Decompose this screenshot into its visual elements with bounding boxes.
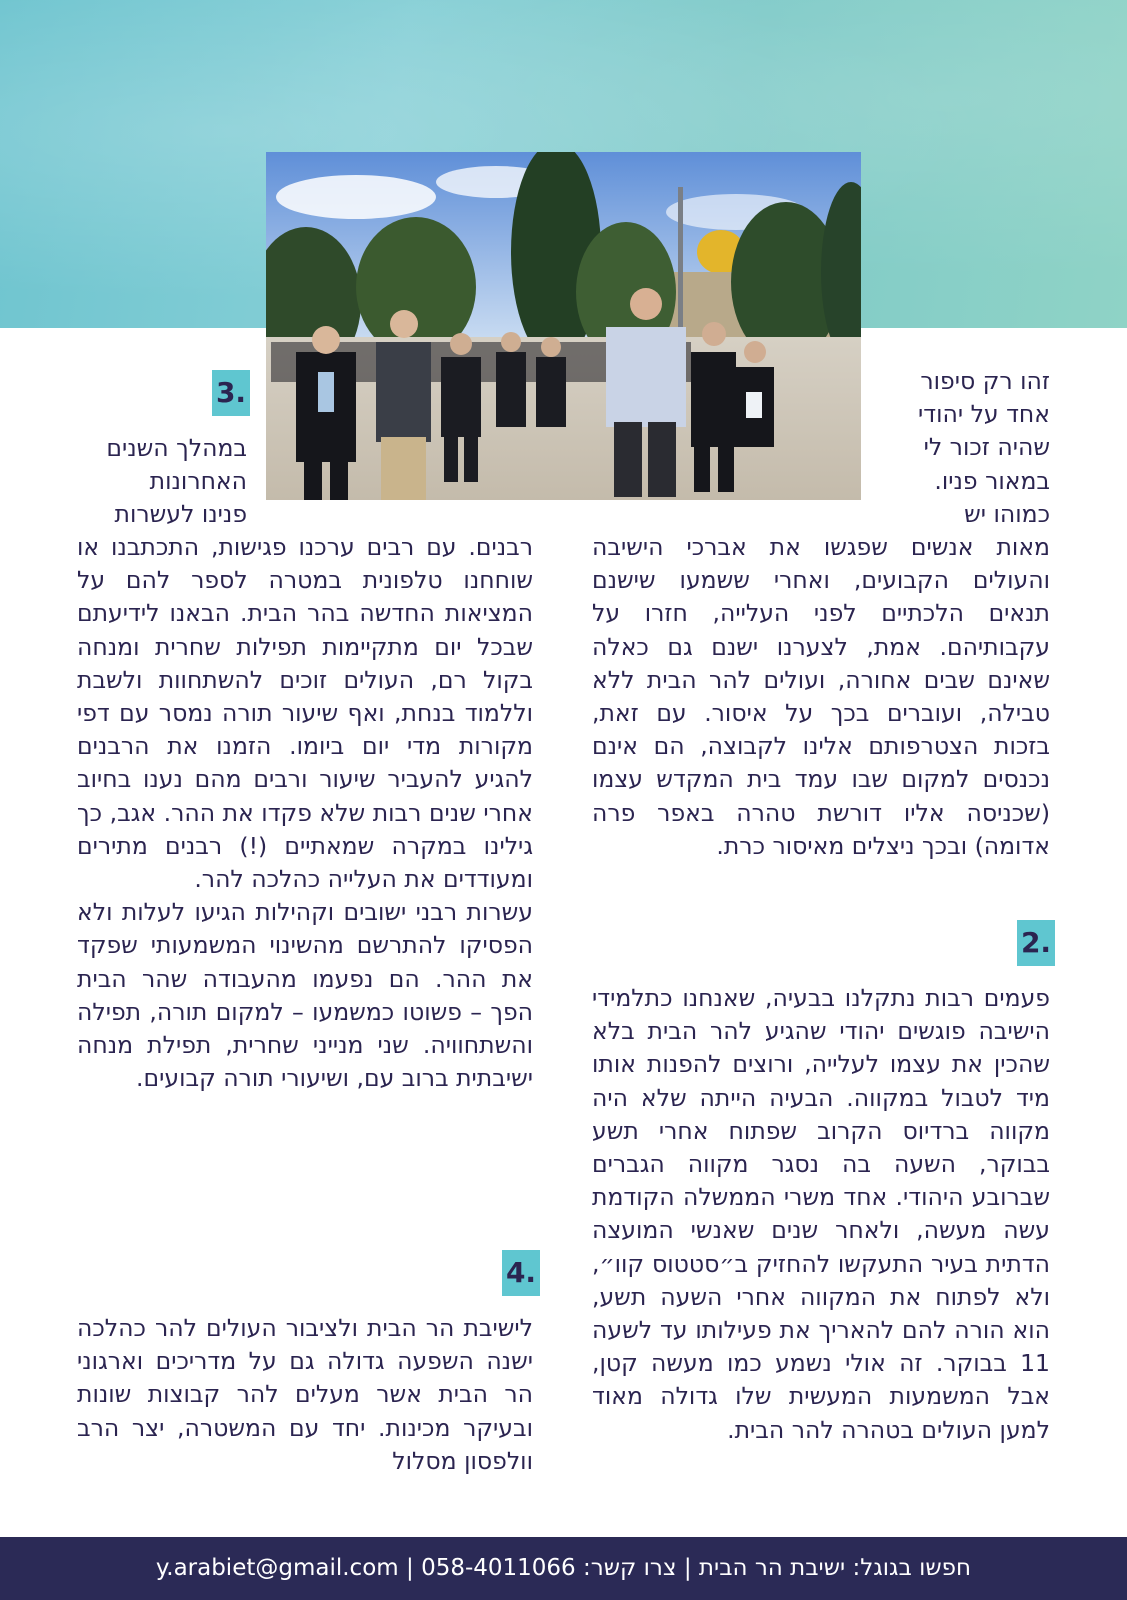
section-1-line: זהו רק סיפור — [920, 367, 1050, 395]
section-3-intro — [77, 432, 247, 532]
section-3-line: פנינו לעשרות — [114, 500, 247, 529]
section-4-number-badge: 4. — [502, 1250, 540, 1296]
section-4-body — [77, 1312, 533, 1478]
section-1-body — [592, 531, 1050, 863]
footer-bar — [0, 1537, 1127, 1600]
section-3-body — [77, 531, 533, 1095]
temple-mount-photo — [266, 152, 861, 500]
section-3-number-badge: 3. — [212, 370, 250, 416]
section-2-text: פעמים רבות נתקלנו בבעיה, שאנחנו כתלמידי הישיבה פוגשים יהודי שהגיע להר הבית בלא שהכין את עצמו לעלייה, ורוצים להפנות אותו מיד לטבול במקווה. הבעיה הייתה שלא היה מקווה ברדיוס הקרוב שפתוח אחרי תשע בבוקר, השעה בה נסגר מקווה הגברים שברובע היהודי. אחד משרי הממשלה הקודמת עשה מעשה, ולאחר שנים שאנשי המועצה הדתית בעיר התעקשו להחזיק ב״סטטוס קוו״, ולא לפתוח את המקווה אחרי השעה תשע, הוא הורה להם להאריך את פעילותו עד לשעה 11 בבוקר. זה אולי נשמע כמו מעשה קטן, אבל המשמעות המעשית שלו גדולה מאוד למען העולים בטהרה להר הבית. — [592, 984, 1050, 1444]
section-3-line: במהלך השנים — [106, 434, 247, 462]
section-1-intro — [880, 365, 1050, 531]
section-1-line: אחד על יהודי — [918, 400, 1050, 429]
section-3-text-2: עשרות רבני ישובים וקהילות הגיעו לעלות ולא הפסיקו להתרשם מהשינוי המשמעותי שפקד את ההר. הם נפעמו מהעבודה שהר הבית הפך – פשוטו כמשמעו – למקום תורה, תפילה והשתחוויה. שני מנייני שחרית, תפילת מנחה ישיבתית ברוב עם, ושיעורי תורה קבועים. — [77, 898, 533, 1093]
section-2-number-badge: 2. — [1017, 920, 1055, 966]
section-3-line: האחרונות — [149, 467, 247, 496]
section-1-text: מאות אנשים שפגשו את אברכי הישיבה והעולים הקבועים, ואחרי ששמעו שישנם תנאים הלכתיים לפני העלייה, חזרו על עקבותיהם. אמת, לצערנו ישנם גם כאלה שאינם שבים אחורה, ועולים להר הבית ללא טבילה, ועוברים בכך על איסור. עם זאת, בזכות הצטרפותם אלינו לקבוצה, הם אינם נכנסים למקום שבו עמד בית המקדש עצמו (שכניסה אליו דורשת טהרה באפר פרה אדומה) ובכך ניצלים מאיסור כרת. — [592, 533, 1050, 860]
section-2-body — [592, 982, 1050, 1447]
section-1-line: שהיה זכור לי — [923, 433, 1050, 462]
footer-contact-text: חפשו בגוגל: ישיבת הר הבית | צרו קשר: 058-4011066 | y.arabiet@gmail.com — [155, 1555, 972, 1581]
section-3-text: רבנים. עם רבים ערכנו פגישות, התכתבנו או שוחחנו טלפונית במטרה לספר להם על המציאות החדשה בהר הבית. הבאנו לידיעתם שבכל יום מתקיימות תפילות שחרית ומנחה בקול רם, העולים זוכים להשתחוות ולשבת וללמוד בנחת, ואף שיעור תורה נמסר עם דפי מקורות מדי יום ביומו. הזמנו את הרבנים להגיע להעביר שיעור ורבים מהם נענו בחיוב אחרי שנים רבות שלא פקדו את ההר. אגב, כך גילינו במקרה שמאתיים (!) רבנים מתירים ומעודדים את העלייה כהלכה להר. — [77, 533, 533, 894]
section-4-text: לישיבת הר הבית ולציבור העולים להר כהלכה ישנה השפעה גדולה גם על מדריכים וארגוני הר הבית אשר מעלים להר קבוצות שונות ובעיקר מכינות. יחד עם המשטרה, יצר הרב וולפסון מסלול — [77, 1314, 533, 1475]
section-1-line: במאור פניו. — [934, 466, 1050, 495]
section-1-line: כמוהו יש — [964, 499, 1050, 528]
